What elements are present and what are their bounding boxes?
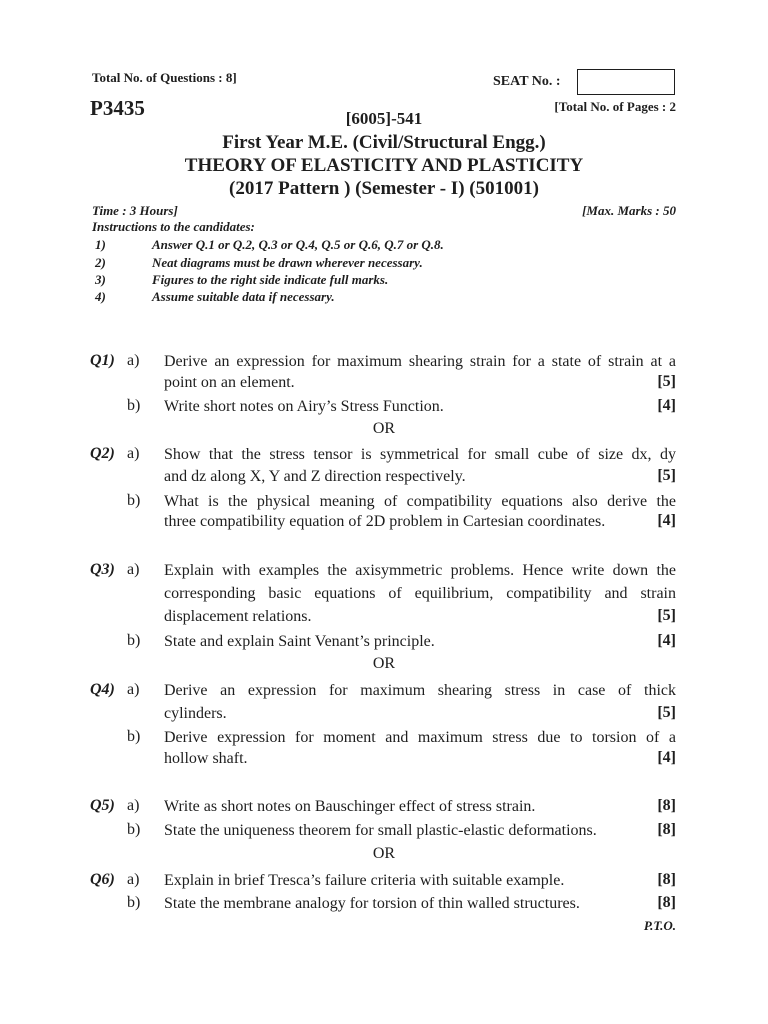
- marks: [4]: [657, 749, 676, 766]
- seat-no-box[interactable]: [577, 69, 675, 95]
- instruction-num: 4): [95, 289, 106, 304]
- marks: [5]: [657, 607, 676, 624]
- question-text: Write short notes on Airy’s Stress Function.: [164, 398, 444, 415]
- marks: [5]: [657, 373, 676, 390]
- exam-code: [6005]-541: [345, 109, 423, 128]
- paper-code: P3435: [90, 96, 145, 120]
- course-title: First Year M.E. (Civil/Structural Engg.): [222, 132, 546, 153]
- marks: [4]: [657, 397, 676, 414]
- or-separator: OR: [372, 655, 396, 672]
- marks: [5]: [657, 704, 676, 721]
- instructions-title: Instructions to the candidates:: [92, 219, 255, 234]
- part-label: b): [127, 492, 141, 509]
- time-label: Time : 3 Hours]: [92, 203, 178, 218]
- question-text: point on an element.: [164, 374, 295, 391]
- part-label: b): [127, 821, 141, 838]
- or-separator: OR: [372, 845, 396, 862]
- part-label: a): [127, 352, 140, 369]
- question-text: Show that the stress tensor is symmetrical for small cube of size dx, dy: [164, 446, 676, 463]
- marks: [5]: [657, 467, 676, 484]
- instruction-num: 1): [95, 237, 106, 252]
- part-label: b): [127, 728, 141, 745]
- instruction-text: Assume suitable data if necessary.: [152, 289, 335, 304]
- question-text: three compatibility equation of 2D problem in Cartesian coordinates.: [164, 513, 606, 530]
- question-text: Write as short notes on Bauschinger effect of stress strain.: [164, 798, 536, 815]
- marks: [8]: [657, 894, 676, 911]
- question-text: Derive expression for moment and maximum stress due to torsion of a: [164, 729, 676, 746]
- question-text: displacement relations.: [164, 608, 312, 625]
- total-pages: [Total No. of Pages : 2: [554, 99, 676, 114]
- question-number: Q4): [90, 681, 115, 698]
- marks: [8]: [657, 821, 676, 838]
- total-questions: Total No. of Questions : 8]: [92, 70, 237, 85]
- question-text: and dz along X, Y and Z direction respectively.: [164, 468, 466, 485]
- question-text: State the membrane analogy for torsion of thin walled structures.: [164, 895, 580, 912]
- marks: [4]: [657, 512, 676, 529]
- question-text: What is the physical meaning of compatibility equations also derive the: [164, 493, 676, 510]
- question-number: Q6): [90, 871, 115, 888]
- instruction-text: Answer Q.1 or Q.2, Q.3 or Q.4, Q.5 or Q.6, Q.7 or Q.8.: [152, 237, 444, 252]
- part-label: a): [127, 681, 140, 698]
- part-label: b): [127, 397, 141, 414]
- question-text: Derive an expression for maximum shearing stress in case of thick: [164, 682, 676, 699]
- question-text: Explain with examples the axisymmetric problems. Hence write down the: [164, 562, 676, 579]
- seat-no-label: SEAT No. :: [493, 74, 561, 89]
- instruction-num: 3): [95, 272, 106, 287]
- part-label: b): [127, 894, 141, 911]
- question-text: Derive an expression for maximum shearing strain for a state of strain at a: [164, 353, 676, 370]
- question-number: Q5): [90, 797, 115, 814]
- part-label: a): [127, 797, 140, 814]
- part-label: a): [127, 445, 140, 462]
- part-label: b): [127, 632, 141, 649]
- marks: [8]: [657, 871, 676, 888]
- question-text: State and explain Saint Venant’s principle.: [164, 633, 435, 650]
- pattern-line: (2017 Pattern ) (Semester - I) (501001): [229, 178, 539, 199]
- or-separator: OR: [372, 420, 396, 437]
- subject-title: THEORY OF ELASTICITY AND PLASTICITY: [184, 155, 584, 176]
- question-text: cylinders.: [164, 705, 227, 722]
- part-label: a): [127, 561, 140, 578]
- max-marks: [Max. Marks : 50: [582, 203, 676, 218]
- instruction-text: Neat diagrams must be drawn wherever necessary.: [152, 255, 423, 270]
- question-number: Q2): [90, 445, 115, 462]
- question-text: hollow shaft.: [164, 750, 248, 767]
- marks: [4]: [657, 632, 676, 649]
- instruction-text: Figures to the right side indicate full marks.: [152, 272, 389, 287]
- question-number: Q3): [90, 561, 115, 578]
- instruction-num: 2): [95, 255, 106, 270]
- question-text: State the uniqueness theorem for small plastic-elastic deformations.: [164, 822, 597, 839]
- question-number: Q1): [90, 352, 115, 369]
- question-text: corresponding basic equations of equilibrium, compatibility and strain: [164, 585, 676, 602]
- marks: [8]: [657, 797, 676, 814]
- question-text: Explain in brief Tresca’s failure criteria with suitable example.: [164, 872, 565, 889]
- part-label: a): [127, 871, 140, 888]
- pto-label: P.T.O.: [643, 918, 676, 933]
